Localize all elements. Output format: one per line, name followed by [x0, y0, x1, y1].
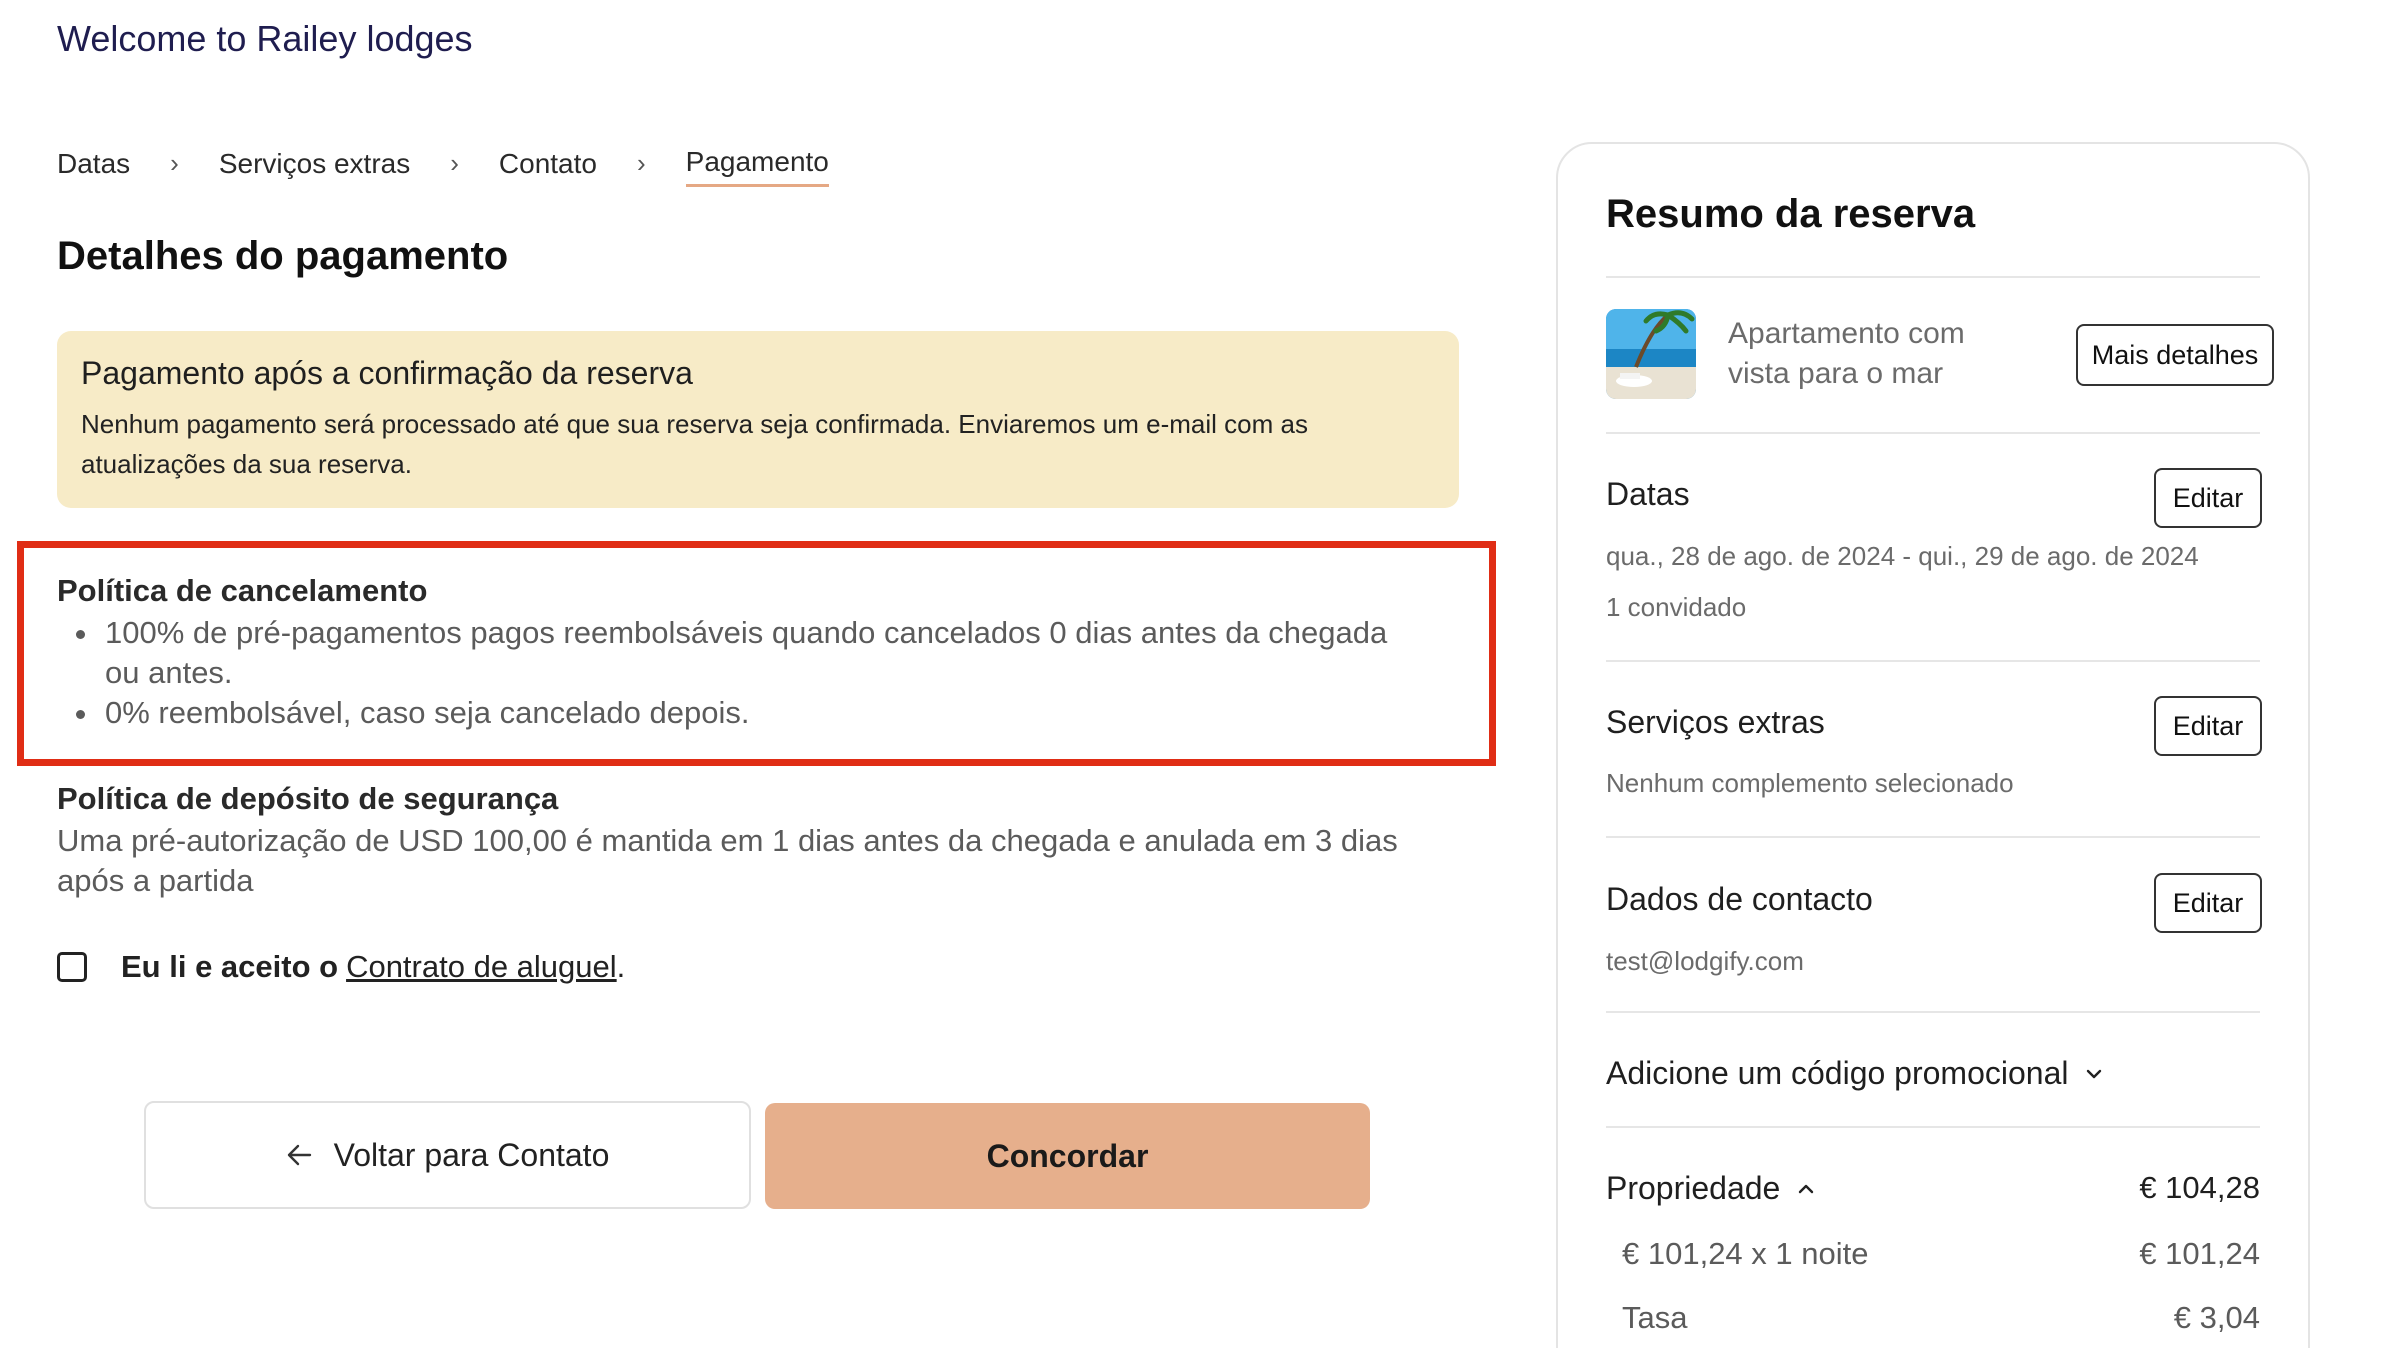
site-title: Welcome to Railey lodges	[57, 18, 473, 59]
rental-agreement-link[interactable]: Contrato de aluguel	[346, 949, 617, 984]
edit-dates-button[interactable]	[2154, 468, 2262, 528]
back-button-label: Voltar para Contato	[333, 1136, 610, 1173]
terms-checkbox[interactable]	[57, 952, 87, 982]
cancellation-policy-list	[57, 613, 1417, 733]
property-price-row	[1606, 1170, 2260, 1207]
property-name: Apartamento com vista para o mar	[1728, 317, 1965, 390]
property-thumbnail	[1606, 309, 1696, 399]
breadcrumb-step-datas[interactable]: Datas	[57, 147, 131, 179]
summary-title: Resumo da reserva	[1606, 192, 1976, 236]
breadcrumb	[57, 146, 829, 187]
deposit-policy	[57, 781, 1457, 901]
guests-value: 1 convidado	[1606, 592, 1747, 622]
edit-label: Editar	[2172, 887, 2244, 918]
chevron-up-icon	[1798, 1184, 1814, 1194]
cancellation-policy-title: Política de cancelamento	[57, 573, 428, 608]
page-title: Detalhes do pagamento	[57, 234, 509, 278]
agree-button-label: Concordar	[986, 1137, 1149, 1174]
divider	[1606, 836, 2260, 838]
cancellation-policy	[57, 573, 1417, 733]
edit-extras-button[interactable]	[2154, 696, 2262, 756]
deposit-policy-title: Política de depósito de segurança	[57, 781, 559, 816]
promo-code-label: Adicione um código promocional	[1606, 1055, 2069, 1091]
breadcrumb-step-pagamento: Pagamento	[686, 146, 829, 187]
property-price-value: € 104,28	[2139, 1170, 2260, 1205]
breadcrumb-chevron-icon: ›	[636, 148, 646, 178]
dates-label: Datas	[1606, 476, 1690, 512]
list-item: 100% de pré-pagamentos pagos reembolsáveis quando cancelados 0 dias antes da chegada ou antes.	[57, 613, 1417, 693]
more-details-button[interactable]	[2076, 324, 2274, 386]
promo-code-toggle[interactable]	[1606, 1055, 2102, 1092]
edit-label: Editar	[2172, 710, 2244, 741]
divider	[1606, 1011, 2260, 1013]
divider	[1606, 1126, 2260, 1128]
breadcrumb-chevron-icon: ›	[170, 148, 179, 178]
chevron-down-icon	[2086, 1069, 2102, 1079]
payment-notice	[57, 331, 1459, 508]
extras-label: Serviços extras	[1606, 704, 1825, 740]
notice-title: Pagamento após a confirmação da reserva	[81, 355, 693, 391]
contact-value: test@lodgify.com	[1606, 946, 1804, 976]
breadcrumb-chevron-icon: ›	[450, 148, 459, 178]
arrow-left-icon	[286, 1144, 312, 1166]
terms-label: Eu li e aceito o	[121, 949, 339, 984]
tax-label: Tasa	[1622, 1300, 1688, 1335]
extras-value: Nenhum complemento selecionado	[1606, 768, 2014, 798]
divider	[1606, 432, 2260, 434]
property-price-label: Propriedade	[1606, 1170, 1781, 1206]
property-price-toggle[interactable]	[1606, 1170, 1814, 1207]
tax-value: € 3,04	[2173, 1300, 2260, 1335]
divider	[1606, 660, 2260, 662]
list-item: 0% reembolsável, caso seja cancelado depois.	[57, 693, 1417, 733]
booking-summary	[1556, 142, 2310, 1348]
tax-row	[1606, 1300, 2260, 1336]
edit-label: Editar	[2172, 482, 2244, 513]
notice-text: Nenhum pagamento será processado até que sua reserva seja confirmada. Enviaremos um e-mail com as atualizações da sua reserva.	[81, 409, 1308, 479]
dates-value: qua., 28 de ago. de 2024 - qui., 29 de ago. de 2024	[1606, 541, 2199, 571]
nightly-price-label: € 101,24 x 1 noite	[1622, 1236, 1869, 1271]
back-button[interactable]	[144, 1101, 751, 1209]
edit-contact-button[interactable]	[2154, 873, 2262, 933]
more-details-label: Mais detalhes	[2091, 339, 2259, 370]
divider	[1606, 276, 2260, 278]
nightly-price-row	[1606, 1236, 2260, 1272]
contact-label: Dados de contacto	[1606, 881, 1873, 917]
terms-suffix: .	[616, 949, 626, 984]
breadcrumb-step-contato[interactable]: Contato	[498, 147, 597, 179]
agree-button[interactable]	[765, 1103, 1370, 1209]
nightly-price-value: € 101,24	[2139, 1236, 2260, 1271]
deposit-policy-text: Uma pré-autorização de USD 100,00 é mantida em 1 dias antes da chegada e anulada em 3 dias após a partida	[57, 823, 1398, 898]
terms-agreement	[57, 949, 625, 985]
breadcrumb-step-extras[interactable]: Serviços extras	[218, 147, 411, 179]
